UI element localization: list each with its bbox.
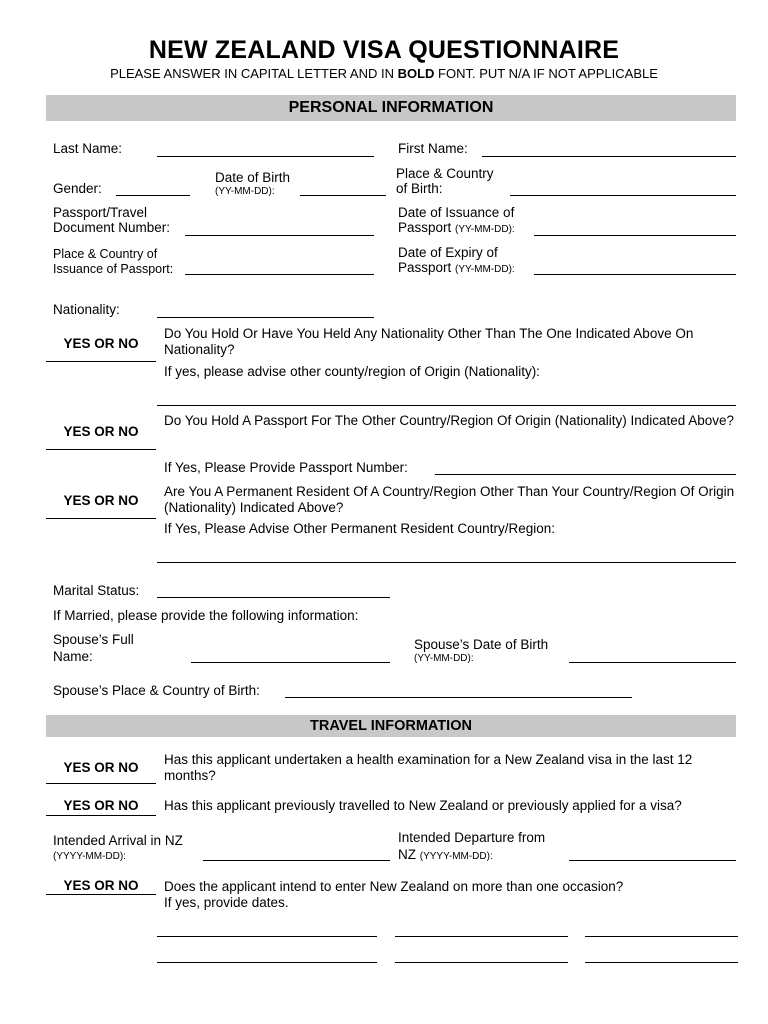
yes-no-answer-2[interactable]: YES OR NO [63, 424, 139, 439]
yes-no-line-2 [46, 449, 156, 450]
gender-label: Gender: [53, 181, 102, 196]
entry-date-field-6[interactable] [585, 962, 738, 963]
passport-label-2: Document Number: [53, 220, 171, 235]
spouse-dob-field[interactable] [569, 662, 736, 663]
issuance-date-label-1: Date of Issuance of [398, 205, 515, 220]
yes-no-line-1 [46, 361, 156, 362]
issuance-place-field[interactable] [185, 274, 374, 275]
departure-date-field[interactable] [569, 860, 736, 861]
last-name-field[interactable] [157, 156, 374, 157]
spouse-name-field[interactable] [191, 662, 390, 663]
marital-status-label: Marital Status: [53, 583, 140, 598]
yes-no-answer-6[interactable]: YES OR NO [63, 878, 139, 893]
passport-number-field[interactable] [185, 235, 374, 236]
question-multiple-entry: Does the applicant intend to enter New Zealand on more than one occasion? [164, 879, 624, 894]
yes-no-answer-1[interactable]: YES OR NO [63, 336, 139, 351]
expiry-label-2: Passport (YY-MM-DD): [398, 260, 515, 275]
entry-date-field-3[interactable] [585, 936, 738, 937]
page-title: NEW ZEALAND VISA QUESTIONNAIRE [148, 36, 620, 64]
entry-date-field-1[interactable] [157, 936, 377, 937]
yes-no-line-6 [46, 894, 156, 895]
section-heading-personal: PERSONAL INFORMATION [46, 95, 736, 121]
departure-label-1: Intended Departure from [398, 830, 546, 845]
issuance-date-label-2: Passport (YY-MM-DD): [398, 220, 515, 235]
entry-date-field-5[interactable] [395, 962, 568, 963]
birth-place-label-1: Place & Country [396, 166, 494, 181]
birth-place-field[interactable] [510, 195, 736, 196]
question-other-nationality: Do You Hold Or Have You Held Any Nationality Other Than The One Indicated Above On Nationality? [164, 326, 694, 357]
nationality-field[interactable] [157, 317, 374, 318]
passport-label-1: Passport/Travel [53, 205, 148, 220]
arrival-label: Intended Arrival in NZ [53, 833, 183, 848]
marital-status-field[interactable] [157, 597, 390, 598]
spouse-dob-format: (YY-MM-DD): [414, 653, 474, 664]
yes-no-line-3 [46, 518, 156, 519]
arrival-date-field[interactable] [203, 860, 390, 861]
nationality-label: Nationality: [53, 302, 120, 317]
last-name-label: Last Name: [53, 141, 123, 156]
permanent-resident-field[interactable] [157, 562, 736, 563]
question-previous-travel: Has this applicant previously travelled to New Zealand or previously applied for a visa? [164, 798, 682, 813]
spouse-dob-label: Spouse’s Date of Birth [414, 637, 549, 652]
issuance-place-label-2: Issuance of Passport: [53, 262, 174, 276]
expiry-label-1: Date of Expiry of [398, 245, 498, 260]
question-multiple-entry-sub: If yes, provide dates. [164, 895, 289, 910]
departure-label-2: NZ (YYYY-MM-DD): [398, 847, 493, 862]
yes-no-answer-4[interactable]: YES OR NO [63, 760, 139, 775]
issuance-date-field[interactable] [534, 235, 736, 236]
first-name-label: First Name: [398, 141, 468, 156]
section-heading-travel: TRAVEL INFORMATION [46, 715, 736, 737]
page-subtitle: PLEASE ANSWER IN CAPITAL LETTER AND IN BOLD FONT. PUT N/A IF NOT APPLICABLE [110, 66, 658, 81]
if-married-label: If Married, please provide the following information: [53, 608, 359, 623]
spouse-name-label-1: Spouse’s Full [53, 632, 134, 647]
other-passport-field[interactable] [435, 474, 736, 475]
spouse-place-field[interactable] [285, 697, 632, 698]
other-nationality-field[interactable] [157, 405, 736, 406]
question-permanent-resident: Are You A Permanent Resident Of A Country/Region Other Than Your Country/Region Of Origin (Nationality) Indicated Above? [164, 484, 735, 515]
gender-field[interactable] [116, 195, 190, 196]
entry-date-field-2[interactable] [395, 936, 568, 937]
first-name-field[interactable] [482, 156, 736, 157]
question-permanent-resident-sub: If Yes, Please Advise Other Permanent Resident Country/Region: [164, 521, 555, 536]
issuance-place-label-1: Place & Country of [53, 247, 158, 261]
question-other-passport: Do You Hold A Passport For The Other Country/Region Of Origin (Nationality) Indicated Above? [164, 413, 735, 428]
expiry-date-field[interactable] [534, 274, 736, 275]
yes-no-answer-5[interactable]: YES OR NO [63, 798, 139, 813]
yes-no-line-5 [46, 815, 156, 816]
dob-field[interactable] [300, 195, 386, 196]
yes-no-answer-3[interactable]: YES OR NO [63, 493, 139, 508]
question-other-nationality-sub: If yes, please advise other county/region of Origin (Nationality): [164, 364, 540, 379]
dob-label: Date of Birth [215, 170, 291, 185]
arrival-format: (YYYY-MM-DD): [53, 851, 126, 862]
question-health-exam: Has this applicant undertaken a health examination for a New Zealand visa in the last 12 months? [164, 752, 693, 783]
birth-place-label-2: of Birth: [396, 181, 443, 196]
dob-format: (YY-MM-DD): [215, 186, 275, 197]
question-other-passport-sub: If Yes, Please Provide Passport Number: [164, 460, 408, 475]
spouse-place-label: Spouse’s Place & Country of Birth: [53, 683, 260, 698]
entry-date-field-4[interactable] [157, 962, 377, 963]
yes-no-line-4 [46, 783, 156, 784]
spouse-name-label-2: Name: [53, 649, 93, 664]
